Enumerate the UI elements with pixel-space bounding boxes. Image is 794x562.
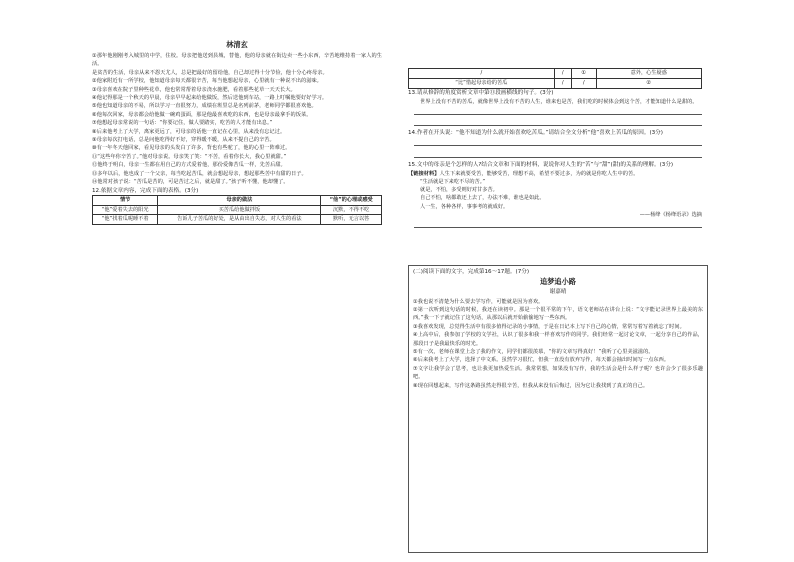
question-14: 14.作者在开头说：“他不知道为什么就开始喜欢吃苦瓜。”请结合全文分析“他”喜欢上苦瓜的原因。(3分): [408, 130, 663, 137]
paragraph: ⑤有一次，老师在课堂上念了我的作文，同学们都很羡慕，“你的文章写得真好！”我听了心里美滋滋的。: [413, 349, 654, 356]
question-13-quote: 世界上没有不苦的苦瓜，就像世界上没有不苦的人生，谁来也是苦，我们吃的时候体会到这个苦，才能知道什么是甜的。: [420, 98, 698, 105]
table-row: [409, 69, 702, 79]
quote-line: 自己不怕，啥都敢还上去了，办法不难，谁也是如此。: [420, 195, 545, 202]
reading-section-two: [408, 265, 708, 553]
section-heading: (二)阅读下面的文字，完成第16～17题。(7分): [413, 269, 530, 275]
table-cell: 告诉儿子苦瓜的好处，是从由出自失态，对人生的看法: [158, 215, 321, 225]
table-header-cell: 母亲的做法: [158, 196, 321, 206]
table-cell: /: [409, 69, 555, 79]
left-column: [92, 40, 382, 225]
article-title: 追梦追小路: [540, 276, 576, 286]
answer-line[interactable]: [414, 149, 702, 158]
paragraph: ⑦他想起母亲常说的一句话：“你要记住，做人要踏实，吃苦的人才能有出息。”: [92, 120, 273, 127]
paragraph: ⑥后来我考上了大学，选择了中文系。虽然学习很忙，但我一直没有放弃写作，每天都会抽出时间写一点东西。: [413, 357, 670, 364]
paragraph: ④上高中后，我参加了学校的文学社，认识了很多和我一样喜欢写作的同学。我们经常一起讨论文章，一起分享自己的作品，那段日子是我最快乐的时光。: [413, 332, 703, 347]
paragraph: ①我也说不清楚为什么要去学写作，可能就是因为喜欢。: [413, 298, 544, 305]
question-13: 13.请从修辞的角度赏析文章中第⑪段画横线的句子。(3分): [408, 90, 554, 96]
table-header-row: [93, 196, 382, 206]
right-column: [408, 68, 702, 231]
table-row: [93, 205, 382, 215]
table-cell: ②: [596, 79, 701, 89]
paragraph: ③母亲喜欢在院子里种些花草，他也常常帮着母亲浇水施肥，看着那些花草一天天长大。: [92, 86, 296, 93]
article-author: 林清玄: [226, 40, 248, 49]
table-row: [93, 215, 382, 225]
paragraph: ④他记得那是一个秋天的早晨，母亲早早起来给他做饭，然后送他到车站，一路上叮嘱他要好好学习。: [92, 95, 328, 102]
table-cell: 默听，无言以答: [321, 215, 382, 225]
table-header-cell: “他”的心理或感受: [321, 196, 382, 206]
paragraph: ③我喜欢发现，总觉得生活中有很多值得记录的小事情，于是在日记本上写下自己的心情，常常写着写着就忘了时间。: [413, 323, 685, 330]
link-material-text: 人生下来就要受苦，能够受苦，理想不高，希望不要过多，为的就是你吃人生中的苦。: [439, 170, 639, 177]
answer-line[interactable]: [414, 219, 702, 228]
paragraph: ⑤他也知道母亲的不易，所以学习一直很努力，成绩在班里总是名列前茅，老师同学都很喜欢他。: [92, 103, 317, 110]
section-two-paragraphs: [413, 298, 703, 390]
table-cell: 买苦瓜给他做拌饭: [158, 205, 321, 215]
link-material-label: 【链接材料】: [408, 170, 440, 177]
quote-line: 就是，不怕，多受则好对甘多苦。: [420, 187, 498, 194]
quote-line: 人一生，各种各样，事事考的就成好。: [420, 203, 509, 210]
question-15: 15.文中的母亲是个怎样的人?结合文章和下面的材料，说说你对人生的“苦”与“甜”(甜)的关系的理解。(3分): [408, 161, 674, 168]
table-header-cell: 情节: [93, 196, 158, 206]
table-cell: “他”爱着失去的阳光: [93, 205, 158, 215]
table-cell: ①: [571, 69, 596, 79]
paragraph: ⑩有一年冬天他回家，看见母亲的头发白了许多，背也有些驼了，他的心里一阵难过。: [92, 145, 291, 152]
table-cell: /: [554, 79, 571, 89]
paragraph: ⑦文字让我学会了思考，也让我更加热爱生活。我常常想，如果没有写作，我的生活会是什么样子呢？也许会少了很多乐趣吧。: [413, 365, 703, 381]
table-cell: /: [571, 79, 596, 89]
paragraph: ②第一次听到这句话的时候，我还在读初中。那是一个很平常的下午，语文老师站在讲台上说：“文字能记录世界上最美的东西。”我一下子就记住了这句话，从那以后就开始偷偷地写一些东西。: [413, 307, 703, 322]
table-row: [409, 79, 702, 89]
table-cell: “比”惜起母亲给的苦瓜: [409, 79, 555, 89]
quote-attribution: ——杨绛《杨绛语录》选摘: [639, 211, 702, 218]
paragraph: ⑪“这些年你辛苦了。”他对母亲说。母亲笑了笑：“不苦，看着你长大，我心里就甜。”: [92, 153, 287, 160]
answer-line[interactable]: [414, 106, 702, 115]
article-author: 谢嘉晴: [549, 288, 567, 295]
paragraph: ⑨母亲每次打电话，总是问他吃得好不好，穿得暖不暖，从来不提自己的辛苦。: [92, 137, 275, 144]
paragraph: ⑭他常对孩子说：“苦瓜是苦的，可是苦过之后，就是甜了。”孩子听不懂，他却懂了。: [92, 179, 289, 186]
paragraph: ⑧后来他考上了大学，离家更远了，可母亲的话他一直记在心里，从来没有忘记过。: [92, 128, 286, 135]
question-12-label: 12.依据文章内容，完成下面的表格。(3分): [92, 187, 199, 194]
answer-line[interactable]: [414, 118, 702, 127]
left-paragraphs: [92, 52, 382, 187]
link-material: [408, 170, 702, 178]
paragraph: 是贫苦的生活，母亲从来不怨天尤人，总是把最好的留给他，自己却过得十分节俭，他十分心疼母亲。: [92, 69, 328, 76]
paragraph: ⑥他每次回家，母亲都会给他做一碗鸡蛋面，那是他最喜欢吃的东西，也是母亲最拿手的饭菜。: [92, 111, 312, 118]
answer-line[interactable]: [414, 138, 702, 147]
quote-line: “生活就是下来吃不尽的苦。”: [420, 178, 486, 185]
table-cell: /: [554, 69, 571, 79]
paragraph: ⑬多年以后，他也成了一个父亲，每当吃起苦瓜，就会想起母亲，想起那些苦中有甜的日子。: [92, 170, 307, 177]
table-cell: 沉默，不得不吃: [321, 205, 382, 215]
question-12-table-continued: [408, 68, 702, 89]
paragraph: ⑧现在回想起来，写作这条路虽然走得很辛苦，但我从来没有后悔过，因为它让我找到了真正的自己。: [413, 382, 649, 389]
table-cell: 意外，心生疑惑: [596, 69, 701, 79]
question-12-table: [92, 195, 382, 225]
paragraph: ②他家附近有一所学校，他知道母亲每天都很辛苦，每当他想起母亲，心里就有一种说不出的滋味。: [92, 78, 322, 85]
paragraph: ①那年他刚刚考入城里的中学，住校。母亲把他送到县城，替他，他的母亲就在街边卖一些小东西，辛苦地维持着一家人的生活。: [92, 53, 382, 68]
table-cell: “他”找着瓜呢睡不着: [93, 215, 158, 225]
paragraph: ⑫他终于明白，母亲一生都在用自己的方式爱着他，那份爱像苦瓜一样，先苦后甜。: [92, 162, 286, 169]
